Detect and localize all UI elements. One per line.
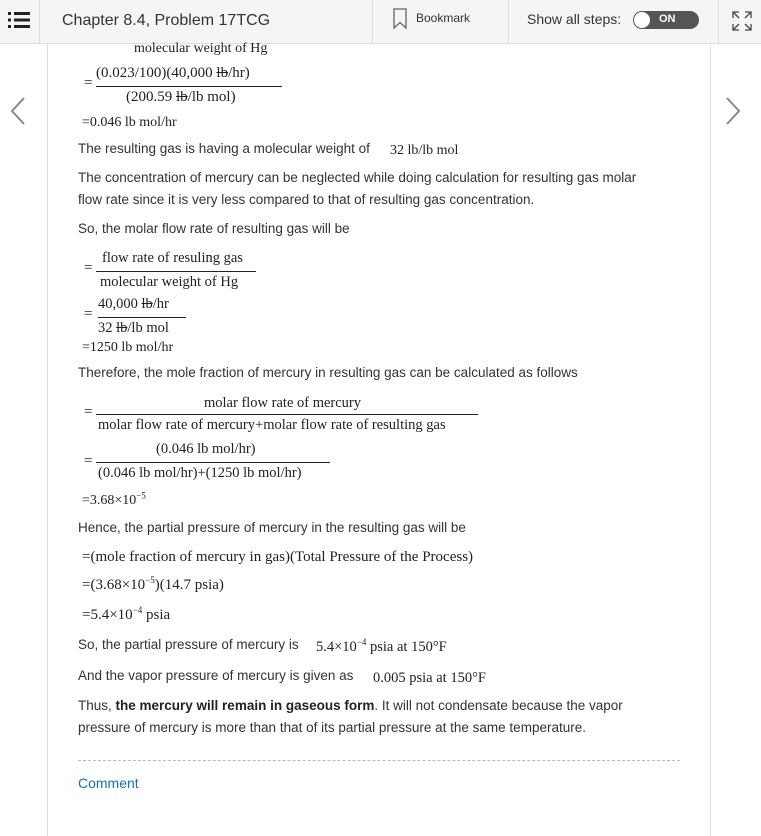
equals-sign: =: [84, 306, 93, 322]
text-molecular-weight: The resulting gas is having a molecular weight of: [78, 141, 370, 156]
divider-dashed: [78, 760, 680, 761]
vapor-pressure-value: 0.005 psia at 150°F: [373, 670, 486, 686]
equation-result-1: =0.046 lb mol/hr: [82, 115, 177, 130]
page-title: Chapter 8.4, Problem 17TCG: [62, 12, 271, 29]
equals-sign: =: [84, 404, 93, 420]
menu-icon[interactable]: [0, 0, 40, 44]
fraction-bar: [96, 271, 256, 272]
equals-sign: =: [84, 75, 93, 91]
divider: [372, 0, 373, 44]
toggle-state: ON: [659, 13, 676, 25]
next-arrow-icon[interactable]: [724, 96, 742, 126]
fraction-denominator: (200.59 lb/lb mol): [126, 89, 236, 105]
text-partial-pressure-result: So, the partial pressure of mercury is: [78, 637, 299, 652]
equation-line-6a: =(mole fraction of mercury in gas)(Total Pressure of the Process): [82, 549, 474, 565]
fraction-denominator: molecular weight of Hg: [100, 274, 239, 290]
divider: [508, 0, 509, 44]
text-conclusion-line2: pressure of mercury is more than that of its partial pressure at the same temperature.: [78, 720, 586, 735]
text-conclusion-line1: Thus, the mercury will remain in gaseous form. It will not condensate because the vapor: [78, 698, 623, 713]
toggle-knob: [634, 12, 650, 28]
fraction-denominator: 32 lb/lb mol: [98, 320, 169, 336]
fraction-numerator: (0.023/100)(40,000 lb/hr): [96, 65, 250, 81]
fraction-bar: [96, 462, 330, 463]
show-steps-toggle[interactable]: [633, 11, 699, 29]
equation-result-5: $=3.68\times 10^{-5}$: [82, 490, 146, 508]
text-vapor-pressure: And the vapor pressure of mercury is given as: [78, 668, 354, 683]
text-partial-pressure: Hence, the partial pressure of mercury in the resulting gas will be: [78, 520, 466, 535]
fraction-bar: [96, 414, 478, 415]
partial-pressure-value: $5.4\times 10^{-4}$ psia at 150°F: [316, 637, 447, 655]
fraction-bar: [96, 86, 282, 87]
fraction-numerator: 40,000 lb/hr: [98, 296, 169, 312]
fraction-bar: [98, 317, 186, 318]
bookmark-icon: [392, 8, 408, 30]
text-molar-flow: So, the molar flow rate of resulting gas will be: [78, 221, 350, 236]
equals-sign: =: [84, 260, 93, 276]
equation-result-3: =1250 lb mol/hr: [82, 340, 174, 355]
text-concentration-line1: The concentration of mercury can be neglected while doing calculation for resulting gas molar: [78, 170, 637, 185]
divider: [718, 0, 719, 44]
expand-icon[interactable]: [731, 10, 753, 32]
fraction-numerator: molar flow rate of mercury: [204, 395, 362, 411]
fraction-denominator: molar flow rate of mercury+molar flow rate of resulting gas: [98, 417, 446, 433]
solution-panel: [47, 41, 711, 836]
fraction-numerator: (0.046 lb mol/hr): [156, 441, 256, 457]
equation-line-6c: $=5.4\times 10^{-4}$ psia: [82, 605, 171, 623]
fraction-denominator: (0.046 lb mol/hr)+(1250 lb mol/hr): [98, 465, 302, 481]
text-mole-fraction: Therefore, the mole fraction of mercury in resulting gas can be calculated as follows: [78, 365, 578, 380]
bookmark-label: Bookmark: [416, 11, 471, 25]
equals-sign: =: [84, 453, 93, 469]
fraction-numerator: flow rate of resuling gas: [102, 250, 243, 266]
comment-link[interactable]: Comment: [78, 775, 139, 791]
show-steps-label: Show all steps:: [527, 11, 622, 27]
previous-arrow-icon[interactable]: [9, 96, 27, 126]
molecular-weight-value: 32 lb/lb mol: [390, 143, 459, 158]
equation-line-6b: $=(3.68\times 10^{-5})(14.7$ psia): [82, 575, 224, 593]
molecular-weight-label: molecular weight of Hg: [134, 41, 268, 56]
text-concentration-line2: flow rate since it is very less compared to that of resulting gas concentration.: [78, 192, 535, 207]
top-bar: [0, 0, 761, 44]
